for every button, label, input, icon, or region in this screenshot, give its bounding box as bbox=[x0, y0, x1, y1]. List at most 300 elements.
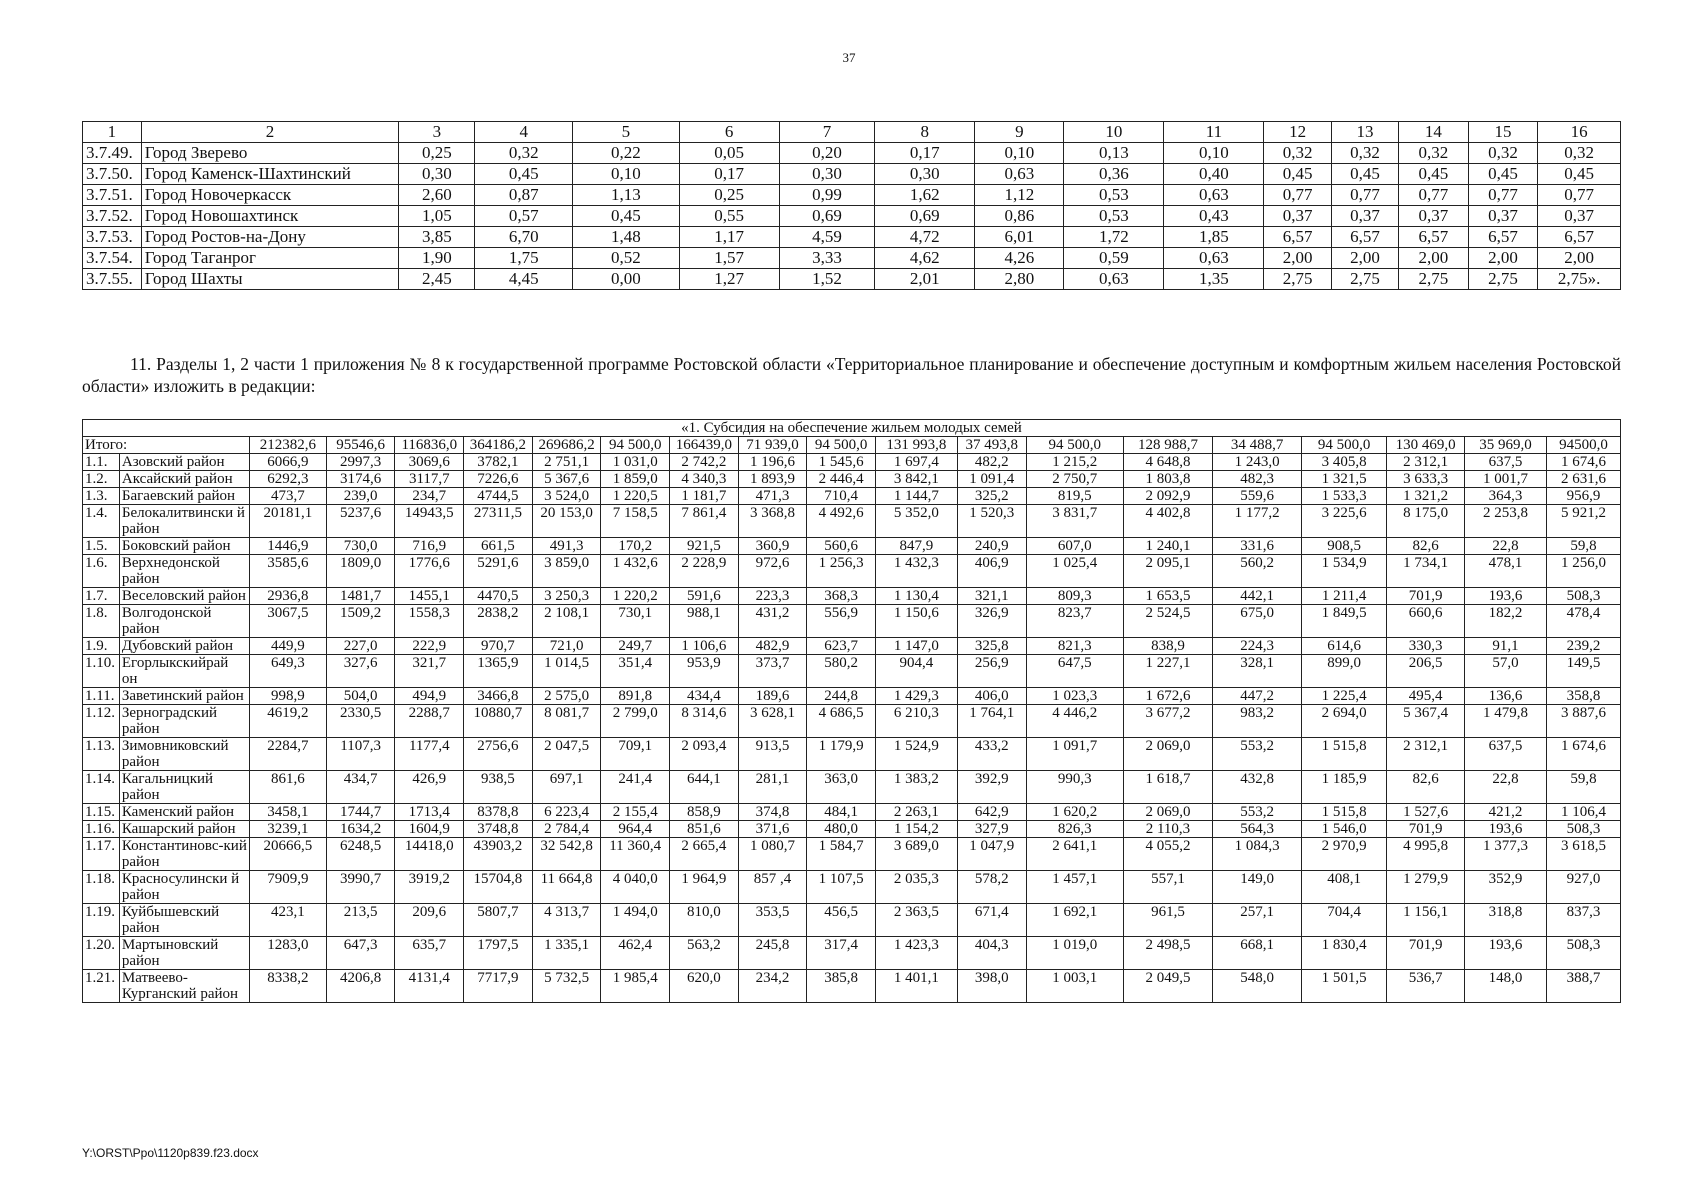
value-cell: 6,01 bbox=[975, 227, 1064, 248]
value-cell: 647,5 bbox=[1026, 655, 1123, 688]
value-cell: 0,69 bbox=[779, 206, 875, 227]
value-cell: 998,9 bbox=[249, 688, 326, 705]
value-cell: 4470,5 bbox=[464, 588, 533, 605]
value-cell: 1,72 bbox=[1064, 227, 1164, 248]
column-number-cell: 15 bbox=[1468, 122, 1538, 143]
value-cell: 374,8 bbox=[738, 804, 807, 821]
district-name-cell: Азовский район bbox=[119, 454, 249, 471]
value-cell: 578,2 bbox=[957, 871, 1026, 904]
value-cell: 3 618,5 bbox=[1546, 838, 1620, 871]
value-cell: 1 023,3 bbox=[1026, 688, 1123, 705]
city-name-cell: Город Ростов-на-Дону bbox=[141, 227, 399, 248]
district-name-cell: Боковский район bbox=[119, 538, 249, 555]
value-cell: 0,53 bbox=[1064, 185, 1164, 206]
value-cell: 927,0 bbox=[1546, 871, 1620, 904]
table-row bbox=[83, 206, 1621, 227]
row-number-cell: 3.7.50. bbox=[83, 164, 142, 185]
value-cell: 2 253,8 bbox=[1465, 505, 1547, 538]
value-cell: 91,1 bbox=[1465, 638, 1547, 655]
value-cell: 2 095,1 bbox=[1123, 555, 1212, 588]
value-cell: 3 250,3 bbox=[532, 588, 601, 605]
value-cell: 7717,9 bbox=[464, 970, 533, 1003]
value-cell: 6,70 bbox=[475, 227, 573, 248]
value-cell: 563,2 bbox=[670, 937, 739, 970]
value-cell: 3 633,3 bbox=[1387, 471, 1465, 488]
value-cell: 426,9 bbox=[395, 771, 464, 804]
value-cell: 704,4 bbox=[1302, 904, 1387, 937]
value-cell: 5 367,6 bbox=[532, 471, 601, 488]
value-cell: 2,60 bbox=[399, 185, 475, 206]
value-cell: 2 631,6 bbox=[1546, 471, 1620, 488]
value-cell: 6066,9 bbox=[249, 454, 326, 471]
value-cell: 182,2 bbox=[1465, 605, 1547, 638]
value-cell: 580,2 bbox=[807, 655, 876, 688]
value-cell: 1 618,7 bbox=[1123, 771, 1212, 804]
district-name-cell: Матвеево-Курганский район bbox=[119, 970, 249, 1003]
row-number-cell: 1.21. bbox=[83, 970, 120, 1003]
row-number-cell: 1.3. bbox=[83, 488, 120, 505]
value-cell: 3174,6 bbox=[326, 471, 395, 488]
total-value-cell: 212382,6 bbox=[249, 437, 326, 454]
row-number-cell: 1.1. bbox=[83, 454, 120, 471]
district-name-cell: Верхнедонской район bbox=[119, 555, 249, 588]
value-cell: 1 985,4 bbox=[601, 970, 670, 1003]
value-cell: 2 312,1 bbox=[1387, 454, 1465, 471]
value-cell: 1177,4 bbox=[395, 738, 464, 771]
value-cell: 0,36 bbox=[1064, 164, 1164, 185]
table-row bbox=[83, 143, 1621, 164]
value-cell: 1365,9 bbox=[464, 655, 533, 688]
value-cell: 956,9 bbox=[1546, 488, 1620, 505]
value-cell: 193,6 bbox=[1465, 937, 1547, 970]
value-cell: 227,0 bbox=[326, 638, 395, 655]
value-cell: 1 803,8 bbox=[1123, 471, 1212, 488]
value-cell: 398,0 bbox=[957, 970, 1026, 1003]
value-cell: 614,6 bbox=[1302, 638, 1387, 655]
total-value-cell: 94 500,0 bbox=[1302, 437, 1387, 454]
value-cell: 1 047,9 bbox=[957, 838, 1026, 871]
value-cell: 0,45 bbox=[1538, 164, 1621, 185]
value-cell: 0,17 bbox=[875, 143, 975, 164]
table-row bbox=[83, 248, 1621, 269]
row-number-cell: 3.7.49. bbox=[83, 143, 142, 164]
value-cell: 1,13 bbox=[573, 185, 680, 206]
value-cell: 434,4 bbox=[670, 688, 739, 705]
value-cell: 234,7 bbox=[395, 488, 464, 505]
column-number-cell: 3 bbox=[399, 122, 475, 143]
value-cell: 368,3 bbox=[807, 588, 876, 605]
value-cell: 57,0 bbox=[1465, 655, 1547, 688]
value-cell: 2 446,4 bbox=[807, 471, 876, 488]
value-cell: 480,0 bbox=[807, 821, 876, 838]
value-cell: 11 664,8 bbox=[532, 871, 601, 904]
value-cell: 1744,7 bbox=[326, 804, 395, 821]
value-cell: 2 751,1 bbox=[532, 454, 601, 471]
value-cell: 239,2 bbox=[1546, 638, 1620, 655]
value-cell: 1 147,0 bbox=[875, 638, 957, 655]
value-cell: 4 648,8 bbox=[1123, 454, 1212, 471]
subsidy-table-title-row bbox=[83, 420, 1621, 437]
value-cell: 482,3 bbox=[1213, 471, 1302, 488]
value-cell: 189,6 bbox=[738, 688, 807, 705]
value-cell: 983,2 bbox=[1213, 705, 1302, 738]
value-cell: 2,75 bbox=[1331, 269, 1398, 290]
value-cell: 649,3 bbox=[249, 655, 326, 688]
value-cell: 1 432,3 bbox=[875, 555, 957, 588]
value-cell: 3458,1 bbox=[249, 804, 326, 821]
value-cell: 245,8 bbox=[738, 937, 807, 970]
row-number-cell: 1.20. bbox=[83, 937, 120, 970]
value-cell: 2 498,5 bbox=[1123, 937, 1212, 970]
value-cell: 3 842,1 bbox=[875, 471, 957, 488]
value-cell: 637,5 bbox=[1465, 738, 1547, 771]
value-cell: 1604,9 bbox=[395, 821, 464, 838]
value-cell: 240,9 bbox=[957, 538, 1026, 555]
value-cell: 0,63 bbox=[975, 164, 1064, 185]
value-cell: 2 155,4 bbox=[601, 804, 670, 821]
district-name-cell: Каменский район bbox=[119, 804, 249, 821]
value-cell: 0,10 bbox=[975, 143, 1064, 164]
value-cell: 20 153,0 bbox=[532, 505, 601, 538]
value-cell: 20181,1 bbox=[249, 505, 326, 538]
value-cell: 5 352,0 bbox=[875, 505, 957, 538]
value-cell: 0,86 bbox=[975, 206, 1064, 227]
value-cell: 0,40 bbox=[1164, 164, 1264, 185]
value-cell: 2 047,5 bbox=[532, 738, 601, 771]
value-cell: 607,0 bbox=[1026, 538, 1123, 555]
value-cell: 2 228,9 bbox=[670, 555, 739, 588]
value-cell: 431,2 bbox=[738, 605, 807, 638]
value-cell: 363,0 bbox=[807, 771, 876, 804]
row-number-cell: 1.6. bbox=[83, 555, 120, 588]
value-cell: 4,26 bbox=[975, 248, 1064, 269]
value-cell: 2,75 bbox=[1468, 269, 1538, 290]
value-cell: 847,9 bbox=[875, 538, 957, 555]
value-cell: 1 215,2 bbox=[1026, 454, 1123, 471]
total-value-cell: 130 469,0 bbox=[1387, 437, 1465, 454]
value-cell: 821,3 bbox=[1026, 638, 1123, 655]
value-cell: 5237,6 bbox=[326, 505, 395, 538]
column-number-cell: 7 bbox=[779, 122, 875, 143]
row-number-cell: 1.13. bbox=[83, 738, 120, 771]
value-cell: 1 154,2 bbox=[875, 821, 957, 838]
column-number-cell: 2 bbox=[141, 122, 399, 143]
value-cell: 1 734,1 bbox=[1387, 555, 1465, 588]
table-row bbox=[83, 505, 1621, 538]
value-cell: 1 849,5 bbox=[1302, 605, 1387, 638]
value-cell: 371,6 bbox=[738, 821, 807, 838]
total-value-cell: 95546,6 bbox=[326, 437, 395, 454]
value-cell: 1 177,2 bbox=[1213, 505, 1302, 538]
value-cell: 1 692,1 bbox=[1026, 904, 1123, 937]
value-cell: 504,0 bbox=[326, 688, 395, 705]
value-cell: 6,57 bbox=[1468, 227, 1538, 248]
value-cell: 360,9 bbox=[738, 538, 807, 555]
value-cell: 327,9 bbox=[957, 821, 1026, 838]
city-name-cell: Город Каменск-Шахтинский bbox=[141, 164, 399, 185]
value-cell: 564,3 bbox=[1213, 821, 1302, 838]
value-cell: 3919,2 bbox=[395, 871, 464, 904]
value-cell: 1797,5 bbox=[464, 937, 533, 970]
value-cell: 7 158,5 bbox=[601, 505, 670, 538]
value-cell: 556,9 bbox=[807, 605, 876, 638]
row-number-cell: 1.7. bbox=[83, 588, 120, 605]
value-cell: 913,5 bbox=[738, 738, 807, 771]
value-cell: 0,53 bbox=[1064, 206, 1164, 227]
value-cell: 970,7 bbox=[464, 638, 533, 655]
value-cell: 0,10 bbox=[1164, 143, 1264, 164]
value-cell: 1 130,4 bbox=[875, 588, 957, 605]
value-cell: 3 887,6 bbox=[1546, 705, 1620, 738]
value-cell: 4,62 bbox=[875, 248, 975, 269]
value-cell: 1,62 bbox=[875, 185, 975, 206]
subsidy-table-total-row bbox=[83, 437, 1621, 454]
value-cell: 1,52 bbox=[779, 269, 875, 290]
value-cell: 697,1 bbox=[532, 771, 601, 804]
value-cell: 1,90 bbox=[399, 248, 475, 269]
value-cell: 2 665,4 bbox=[670, 838, 739, 871]
value-cell: 620,0 bbox=[670, 970, 739, 1003]
value-cell: 1 256,0 bbox=[1546, 555, 1620, 588]
total-value-cell: 37 493,8 bbox=[957, 437, 1026, 454]
value-cell: 209,6 bbox=[395, 904, 464, 937]
value-cell: 1 019,0 bbox=[1026, 937, 1123, 970]
value-cell: 82,6 bbox=[1387, 538, 1465, 555]
value-cell: 891,8 bbox=[601, 688, 670, 705]
value-cell: 0,00 bbox=[573, 269, 680, 290]
value-cell: 0,30 bbox=[779, 164, 875, 185]
value-cell: 2 742,2 bbox=[670, 454, 739, 471]
value-cell: 14418,0 bbox=[395, 838, 464, 871]
district-name-cell: Белокалитвински й район bbox=[119, 505, 249, 538]
value-cell: 1 106,4 bbox=[1546, 804, 1620, 821]
value-cell: 2330,5 bbox=[326, 705, 395, 738]
value-cell: 3748,8 bbox=[464, 821, 533, 838]
value-cell: 1 515,8 bbox=[1302, 804, 1387, 821]
value-cell: 0,99 bbox=[779, 185, 875, 206]
value-cell: 193,6 bbox=[1465, 821, 1547, 838]
table-row bbox=[83, 605, 1621, 638]
value-cell: 0,77 bbox=[1468, 185, 1538, 206]
value-cell: 325,2 bbox=[957, 488, 1026, 505]
value-cell: 2,00 bbox=[1538, 248, 1621, 269]
value-cell: 921,5 bbox=[670, 538, 739, 555]
table-row bbox=[83, 185, 1621, 206]
value-cell: 2,80 bbox=[975, 269, 1064, 290]
value-cell: 1 091,4 bbox=[957, 471, 1026, 488]
district-name-cell: Кагальницкий район bbox=[119, 771, 249, 804]
district-name-cell: Красносулински й район bbox=[119, 871, 249, 904]
value-cell: 6 223,4 bbox=[532, 804, 601, 821]
value-cell: 5 921,2 bbox=[1546, 505, 1620, 538]
column-number-cell: 13 bbox=[1331, 122, 1398, 143]
value-cell: 4,45 bbox=[475, 269, 573, 290]
value-cell: 1 179,9 bbox=[807, 738, 876, 771]
value-cell: 0,32 bbox=[1399, 143, 1469, 164]
value-cell: 2 970,9 bbox=[1302, 838, 1387, 871]
value-cell: 2,00 bbox=[1264, 248, 1331, 269]
value-cell: 149,0 bbox=[1213, 871, 1302, 904]
table-row bbox=[83, 269, 1621, 290]
row-number-cell: 3.7.52. bbox=[83, 206, 142, 227]
total-value-cell: 116836,0 bbox=[395, 437, 464, 454]
value-cell: 2 784,4 bbox=[532, 821, 601, 838]
value-cell: 1713,4 bbox=[395, 804, 464, 821]
value-cell: 3 368,8 bbox=[738, 505, 807, 538]
table-row bbox=[83, 454, 1621, 471]
value-cell: 1634,2 bbox=[326, 821, 395, 838]
value-cell: 1,35 bbox=[1164, 269, 1264, 290]
value-cell: 1455,1 bbox=[395, 588, 464, 605]
value-cell: 2 110,3 bbox=[1123, 821, 1212, 838]
district-name-cell: Мартыновский район bbox=[119, 937, 249, 970]
value-cell: 0,32 bbox=[1538, 143, 1621, 164]
value-cell: 1,12 bbox=[975, 185, 1064, 206]
value-cell: 249,7 bbox=[601, 638, 670, 655]
value-cell: 1 533,3 bbox=[1302, 488, 1387, 505]
city-name-cell: Город Новочеркасск bbox=[141, 185, 399, 206]
value-cell: 1,57 bbox=[679, 248, 779, 269]
value-cell: 326,9 bbox=[957, 605, 1026, 638]
value-cell: 0,32 bbox=[1468, 143, 1538, 164]
value-cell: 2 694,0 bbox=[1302, 705, 1387, 738]
value-cell: 668,1 bbox=[1213, 937, 1302, 970]
value-cell: 327,6 bbox=[326, 655, 395, 688]
value-cell: 560,6 bbox=[807, 538, 876, 555]
value-cell: 3 831,7 bbox=[1026, 505, 1123, 538]
value-cell: 317,4 bbox=[807, 937, 876, 970]
value-cell: 647,3 bbox=[326, 937, 395, 970]
total-value-cell: 269686,2 bbox=[532, 437, 601, 454]
value-cell: 3067,5 bbox=[249, 605, 326, 638]
value-cell: 1558,3 bbox=[395, 605, 464, 638]
value-cell: 471,3 bbox=[738, 488, 807, 505]
district-name-cell: Волгодонской район bbox=[119, 605, 249, 638]
row-number-cell: 3.7.55. bbox=[83, 269, 142, 290]
value-cell: 8 081,7 bbox=[532, 705, 601, 738]
value-cell: 0,05 bbox=[679, 143, 779, 164]
value-cell: 43903,2 bbox=[464, 838, 533, 871]
value-cell: 710,4 bbox=[807, 488, 876, 505]
value-cell: 0,59 bbox=[1064, 248, 1164, 269]
value-cell: 1 091,7 bbox=[1026, 738, 1123, 771]
value-cell: 385,8 bbox=[807, 970, 876, 1003]
value-cell: 4 492,6 bbox=[807, 505, 876, 538]
value-cell: 0,77 bbox=[1538, 185, 1621, 206]
value-cell: 0,32 bbox=[475, 143, 573, 164]
row-number-cell: 1.11. bbox=[83, 688, 120, 705]
value-cell: 961,5 bbox=[1123, 904, 1212, 937]
value-cell: 351,4 bbox=[601, 655, 670, 688]
value-cell: 2997,3 bbox=[326, 454, 395, 471]
value-cell: 0,63 bbox=[1064, 269, 1164, 290]
value-cell: 1 584,7 bbox=[807, 838, 876, 871]
value-cell: 536,7 bbox=[1387, 970, 1465, 1003]
value-cell: 4,72 bbox=[875, 227, 975, 248]
value-cell: 32 542,8 bbox=[532, 838, 601, 871]
value-cell: 1,85 bbox=[1164, 227, 1264, 248]
column-number-cell: 10 bbox=[1064, 122, 1164, 143]
value-cell: 241,4 bbox=[601, 771, 670, 804]
total-value-cell: 364186,2 bbox=[464, 437, 533, 454]
value-cell: 2 092,9 bbox=[1123, 488, 1212, 505]
value-cell: 709,1 bbox=[601, 738, 670, 771]
value-cell: 27311,5 bbox=[464, 505, 533, 538]
row-number-cell: 1.2. bbox=[83, 471, 120, 488]
value-cell: 508,3 bbox=[1546, 588, 1620, 605]
value-cell: 223,3 bbox=[738, 588, 807, 605]
district-name-cell: Багаевский район bbox=[119, 488, 249, 505]
value-cell: 330,3 bbox=[1387, 638, 1465, 655]
value-cell: 1 494,0 bbox=[601, 904, 670, 937]
value-cell: 2 799,0 bbox=[601, 705, 670, 738]
value-cell: 0,45 bbox=[1468, 164, 1538, 185]
value-cell: 0,20 bbox=[779, 143, 875, 164]
value-cell: 1 080,7 bbox=[738, 838, 807, 871]
value-cell: 1,75 bbox=[475, 248, 573, 269]
value-cell: 11 360,4 bbox=[601, 838, 670, 871]
value-cell: 3990,7 bbox=[326, 871, 395, 904]
value-cell: 635,7 bbox=[395, 937, 464, 970]
table-row bbox=[83, 705, 1621, 738]
value-cell: 1 003,1 bbox=[1026, 970, 1123, 1003]
value-cell: 508,3 bbox=[1546, 821, 1620, 838]
value-cell: 82,6 bbox=[1387, 771, 1465, 804]
value-cell: 730,0 bbox=[326, 538, 395, 555]
value-cell: 2 069,0 bbox=[1123, 738, 1212, 771]
value-cell: 478,4 bbox=[1546, 605, 1620, 638]
value-cell: 0,37 bbox=[1468, 206, 1538, 227]
value-cell: 1 279,9 bbox=[1387, 871, 1465, 904]
column-number-cell: 11 bbox=[1164, 122, 1264, 143]
value-cell: 964,4 bbox=[601, 821, 670, 838]
table-row bbox=[83, 555, 1621, 588]
value-cell: 8 175,0 bbox=[1387, 505, 1465, 538]
value-cell: 321,1 bbox=[957, 588, 1026, 605]
row-number-cell: 1.9. bbox=[83, 638, 120, 655]
value-cell: 701,9 bbox=[1387, 588, 1465, 605]
value-cell: 1 893,9 bbox=[738, 471, 807, 488]
value-cell: 2,00 bbox=[1399, 248, 1469, 269]
value-cell: 1481,7 bbox=[326, 588, 395, 605]
value-cell: 59,8 bbox=[1546, 538, 1620, 555]
value-cell: 3 225,6 bbox=[1302, 505, 1387, 538]
value-cell: 1 697,4 bbox=[875, 454, 957, 471]
value-cell: 406,0 bbox=[957, 688, 1026, 705]
city-name-cell: Город Новошахтинск bbox=[141, 206, 399, 227]
value-cell: 1 377,3 bbox=[1465, 838, 1547, 871]
value-cell: 716,9 bbox=[395, 538, 464, 555]
value-cell: 2 093,4 bbox=[670, 738, 739, 771]
table-row bbox=[83, 471, 1621, 488]
value-cell: 331,6 bbox=[1213, 538, 1302, 555]
value-cell: 1 156,1 bbox=[1387, 904, 1465, 937]
value-cell: 1 196,6 bbox=[738, 454, 807, 471]
value-cell: 1,27 bbox=[679, 269, 779, 290]
row-number-cell: 3.7.51. bbox=[83, 185, 142, 206]
value-cell: 4 402,8 bbox=[1123, 505, 1212, 538]
value-cell: 823,7 bbox=[1026, 605, 1123, 638]
value-cell: 2 035,3 bbox=[875, 871, 957, 904]
table-row bbox=[83, 655, 1621, 688]
value-cell: 1 025,4 bbox=[1026, 555, 1123, 588]
value-cell: 0,37 bbox=[1399, 206, 1469, 227]
value-cell: 1 674,6 bbox=[1546, 738, 1620, 771]
value-cell: 972,6 bbox=[738, 555, 807, 588]
total-value-cell: 94500,0 bbox=[1546, 437, 1620, 454]
value-cell: 644,1 bbox=[670, 771, 739, 804]
value-cell: 392,9 bbox=[957, 771, 1026, 804]
